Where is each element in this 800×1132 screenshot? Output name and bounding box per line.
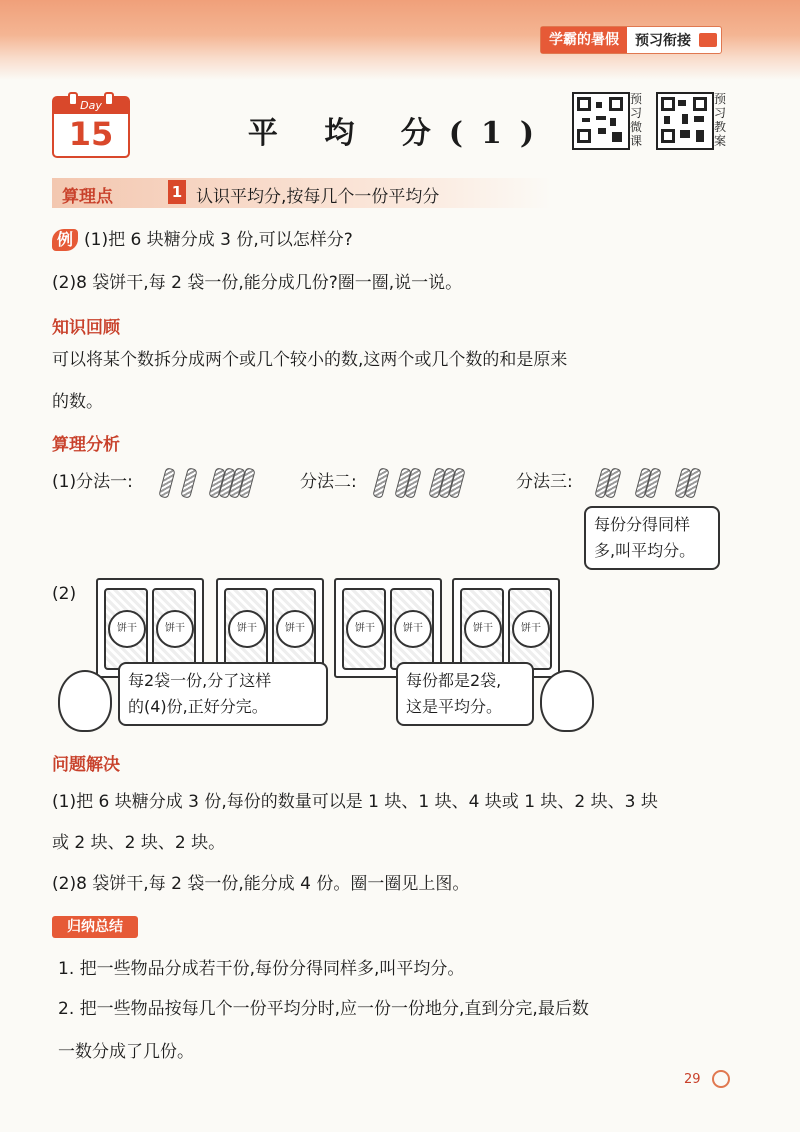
summary-item-1: 1. 把一些物品分成若干份,每份分得同样多,叫平均分。 [58, 959, 465, 979]
section-point-text: 认识平均分,按每几个一份平均分 [196, 187, 440, 207]
qr-label-2 [714, 92, 728, 148]
qr-label-char: 预 [714, 92, 727, 106]
boy-speech-line: 这是平均分。 [406, 697, 503, 716]
biscuit-bag-icon [508, 588, 552, 670]
example-question-2: (2)8 袋饼干,每 2 袋一份,能分成几份?圈一圈,说一说。 [52, 273, 463, 293]
boy-speech-bubble [396, 662, 534, 726]
candy-icon [158, 467, 175, 499]
bag-label: 饼干 [228, 610, 266, 648]
biscuit-bag-icon [224, 588, 268, 670]
sun-icon [712, 1070, 730, 1088]
bubble-line: 每份分得同样 [594, 515, 691, 534]
method-3-label: 分法三: [516, 472, 573, 492]
bag-label: 饼干 [394, 610, 432, 648]
analysis-heading: 算理分析 [52, 435, 120, 455]
page-title: 平 均 分(1) [247, 116, 553, 151]
summary-tag: 归纳总结 [52, 916, 138, 938]
section-point-label: 算理点 [62, 187, 113, 207]
qr-label-char: 习 [714, 106, 727, 120]
biscuit-bag-icon [272, 588, 316, 670]
candy-icon [180, 467, 197, 499]
qr-label-1 [630, 92, 644, 148]
day-calendar [52, 96, 130, 158]
bag-label: 饼干 [346, 610, 384, 648]
bag-label: 饼干 [156, 610, 194, 648]
day-label: Day [54, 98, 128, 114]
analysis-part1-prefix: (1)分法一: [52, 472, 133, 492]
qr-label-char: 习 [630, 106, 643, 120]
bag-label: 饼干 [108, 610, 146, 648]
example-question-1: (1)把 6 块糖分成 3 份,可以怎样分? [84, 230, 353, 250]
knowledge-line-2: 的数。 [52, 392, 103, 412]
series-main: 学霸的暑假 [541, 27, 627, 53]
solution-line-2: 或 2 块、2 块、2 块。 [52, 833, 226, 853]
example-tag: 例 [52, 229, 78, 251]
biscuit-bag-icon [104, 588, 148, 670]
series-badge [540, 26, 722, 54]
boy-speech-line: 每份都是2袋, [406, 671, 502, 690]
section-point-number: 1 [168, 180, 186, 204]
candy-icon [372, 467, 389, 499]
average-definition-bubble [584, 506, 720, 570]
girl-speech-line: 的(4)份,正好分完。 [128, 697, 268, 716]
boy-avatar [540, 670, 594, 732]
girl-avatar [58, 670, 112, 732]
knowledge-heading: 知识回顾 [52, 318, 120, 338]
day-number: 15 [68, 115, 114, 153]
bag-label: 饼干 [512, 610, 550, 648]
solution-line-3: (2)8 袋饼干,每 2 袋一份,能分成 4 份。圈一圈见上图。 [52, 874, 470, 894]
solution-line-1: (1)把 6 块糖分成 3 份,每份的数量可以是 1 块、1 块、4 块或 1 块、2 块、3 块 [52, 792, 658, 812]
qr-code-icon[interactable] [656, 92, 714, 150]
ring-icon [68, 92, 78, 106]
series-sub: 预习衔接 [635, 33, 691, 49]
page-number: 29 [684, 1072, 701, 1087]
section-point-bar [52, 178, 552, 208]
girl-speech-line: 每2袋一份,分了这样 [128, 671, 272, 690]
book-icon [699, 33, 717, 47]
qr-label-char: 微 [630, 120, 643, 134]
bag-label: 饼干 [464, 610, 502, 648]
biscuit-bag-icon [342, 588, 386, 670]
ring-icon [104, 92, 114, 106]
qr-code-icon[interactable] [572, 92, 630, 150]
qr-label-char: 教 [714, 120, 727, 134]
analysis-part2-prefix: (2) [52, 584, 77, 604]
girl-speech-bubble [118, 662, 328, 726]
qr-label-char: 预 [630, 92, 643, 106]
qr-label-char: 案 [714, 134, 727, 148]
summary-item-2-line-2: 一数分成了几份。 [58, 1042, 194, 1062]
bubble-line: 多,叫平均分。 [594, 541, 696, 560]
bag-label: 饼干 [276, 610, 314, 648]
method-2-label: 分法二: [300, 472, 357, 492]
knowledge-line-1: 可以将某个数拆分成两个或几个较小的数,这两个或几个数的和是原来 [52, 350, 568, 370]
qr-label-char: 课 [630, 134, 643, 148]
biscuit-bag-icon [152, 588, 196, 670]
biscuit-bag-icon [460, 588, 504, 670]
solution-heading: 问题解决 [52, 755, 120, 775]
summary-item-2-line-1: 2. 把一些物品按每几个一份平均分时,应一份一份地分,直到分完,最后数 [58, 999, 589, 1019]
biscuit-bag-icon [390, 588, 434, 670]
